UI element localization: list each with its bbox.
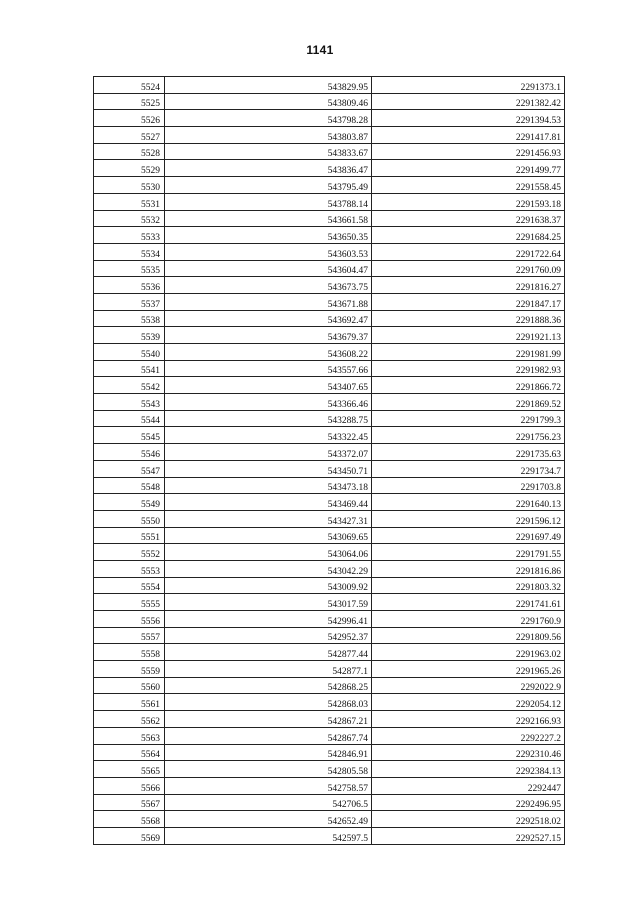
y-coordinate-cell: 2291735.63: [372, 444, 565, 461]
point-number-cell: 5552: [94, 544, 165, 561]
x-coordinate-cell: 543650.35: [165, 227, 372, 244]
x-coordinate-cell: 543469.44: [165, 494, 372, 511]
x-coordinate-cell: 543322.45: [165, 427, 372, 444]
table-row: [94, 594, 565, 611]
table-row: [94, 494, 565, 511]
x-coordinate-cell: 543679.37: [165, 327, 372, 344]
y-coordinate-cell: 2292054.12: [372, 694, 565, 711]
point-number-cell: 5539: [94, 327, 165, 344]
x-coordinate-cell: 543473.18: [165, 477, 372, 494]
table-row: [94, 694, 565, 711]
x-coordinate-cell: 542867.21: [165, 711, 372, 728]
point-number-cell: 5560: [94, 677, 165, 694]
y-coordinate-cell: 2291734.7: [372, 460, 565, 477]
point-number-cell: 5537: [94, 293, 165, 310]
table-row: [94, 677, 565, 694]
point-number-cell: 5548: [94, 477, 165, 494]
coordinates-table-body: [94, 77, 565, 845]
table-row: [94, 193, 565, 210]
x-coordinate-cell: 543788.14: [165, 193, 372, 210]
table-row: [94, 444, 565, 461]
y-coordinate-cell: 2291593.18: [372, 193, 565, 210]
x-coordinate-cell: 543069.65: [165, 527, 372, 544]
point-number-cell: 5567: [94, 794, 165, 811]
point-number-cell: 5564: [94, 744, 165, 761]
y-coordinate-cell: 2291741.61: [372, 594, 565, 611]
x-coordinate-cell: 542867.74: [165, 727, 372, 744]
y-coordinate-cell: 2292022.9: [372, 677, 565, 694]
point-number-cell: 5535: [94, 260, 165, 277]
x-coordinate-cell: 543798.28: [165, 110, 372, 127]
y-coordinate-cell: 2291394.53: [372, 110, 565, 127]
x-coordinate-cell: 542597.5: [165, 827, 372, 844]
table-row: [94, 744, 565, 761]
point-number-cell: 5557: [94, 627, 165, 644]
x-coordinate-cell: 542868.25: [165, 677, 372, 694]
x-coordinate-cell: 543009.92: [165, 577, 372, 594]
x-coordinate-cell: 543064.06: [165, 544, 372, 561]
y-coordinate-cell: 2291596.12: [372, 510, 565, 527]
x-coordinate-cell: 543042.29: [165, 560, 372, 577]
x-coordinate-cell: 542846.91: [165, 744, 372, 761]
table-row: [94, 410, 565, 427]
x-coordinate-cell: 543833.67: [165, 143, 372, 160]
table-row: [94, 460, 565, 477]
table-row: [94, 377, 565, 394]
x-coordinate-cell: 543603.53: [165, 243, 372, 260]
table-row: [94, 110, 565, 127]
point-number-cell: 5542: [94, 377, 165, 394]
x-coordinate-cell: 543017.59: [165, 594, 372, 611]
point-number-cell: 5529: [94, 160, 165, 177]
point-number-cell: 5547: [94, 460, 165, 477]
point-number-cell: 5534: [94, 243, 165, 260]
table-row: [94, 777, 565, 794]
y-coordinate-cell: 2291417.81: [372, 127, 565, 144]
x-coordinate-cell: 543557.66: [165, 360, 372, 377]
y-coordinate-cell: 2291760.09: [372, 260, 565, 277]
x-coordinate-cell: 543809.46: [165, 93, 372, 110]
table-row: [94, 527, 565, 544]
table-row: [94, 327, 565, 344]
y-coordinate-cell: 2291697.49: [372, 527, 565, 544]
y-coordinate-cell: 2291499.77: [372, 160, 565, 177]
x-coordinate-cell: 542877.44: [165, 644, 372, 661]
table-row: [94, 93, 565, 110]
table-row: [94, 260, 565, 277]
y-coordinate-cell: 2291963.02: [372, 644, 565, 661]
table-row: [94, 544, 565, 561]
y-coordinate-cell: 2291866.72: [372, 377, 565, 394]
y-coordinate-cell: 2291722.64: [372, 243, 565, 260]
y-coordinate-cell: 2291982.93: [372, 360, 565, 377]
y-coordinate-cell: 2291921.13: [372, 327, 565, 344]
y-coordinate-cell: 2291684.25: [372, 227, 565, 244]
table-row: [94, 77, 565, 94]
table-row: [94, 243, 565, 260]
point-number-cell: 5540: [94, 344, 165, 361]
y-coordinate-cell: 2291558.45: [372, 177, 565, 194]
y-coordinate-cell: 2292447: [372, 777, 565, 794]
x-coordinate-cell: 543836.47: [165, 160, 372, 177]
y-coordinate-cell: 2292496.95: [372, 794, 565, 811]
table-row: [94, 811, 565, 828]
table-row: [94, 510, 565, 527]
x-coordinate-cell: 542706.5: [165, 794, 372, 811]
point-number-cell: 5556: [94, 611, 165, 628]
x-coordinate-cell: 543366.46: [165, 394, 372, 411]
x-coordinate-cell: 543829.95: [165, 77, 372, 94]
table-row: [94, 227, 565, 244]
table-row: [94, 727, 565, 744]
y-coordinate-cell: 2291888.36: [372, 310, 565, 327]
x-coordinate-cell: 542996.41: [165, 611, 372, 628]
point-number-cell: 5551: [94, 527, 165, 544]
point-number-cell: 5546: [94, 444, 165, 461]
point-number-cell: 5541: [94, 360, 165, 377]
y-coordinate-cell: 2291456.93: [372, 143, 565, 160]
point-number-cell: 5553: [94, 560, 165, 577]
y-coordinate-cell: 2291382.42: [372, 93, 565, 110]
x-coordinate-cell: 542868.03: [165, 694, 372, 711]
point-number-cell: 5538: [94, 310, 165, 327]
table-row: [94, 293, 565, 310]
point-number-cell: 5531: [94, 193, 165, 210]
y-coordinate-cell: 2291373.1: [372, 77, 565, 94]
table-row: [94, 577, 565, 594]
table-row: [94, 143, 565, 160]
point-number-cell: 5530: [94, 177, 165, 194]
table-row: [94, 560, 565, 577]
table-row: [94, 210, 565, 227]
table-row: [94, 310, 565, 327]
table-row: [94, 394, 565, 411]
y-coordinate-cell: 2292227.2: [372, 727, 565, 744]
x-coordinate-cell: 543372.07: [165, 444, 372, 461]
y-coordinate-cell: 2291965.26: [372, 661, 565, 678]
y-coordinate-cell: 2291803.32: [372, 577, 565, 594]
table-row: [94, 711, 565, 728]
y-coordinate-cell: 2291760.9: [372, 611, 565, 628]
x-coordinate-cell: 543608.22: [165, 344, 372, 361]
table-row: [94, 344, 565, 361]
point-number-cell: 5550: [94, 510, 165, 527]
y-coordinate-cell: 2292518.02: [372, 811, 565, 828]
x-coordinate-cell: 543692.47: [165, 310, 372, 327]
point-number-cell: 5558: [94, 644, 165, 661]
y-coordinate-cell: 2291638.37: [372, 210, 565, 227]
table-row: [94, 177, 565, 194]
table-row: [94, 661, 565, 678]
point-number-cell: 5524: [94, 77, 165, 94]
y-coordinate-cell: 2292384.13: [372, 761, 565, 778]
y-coordinate-cell: 2291703.8: [372, 477, 565, 494]
point-number-cell: 5563: [94, 727, 165, 744]
x-coordinate-cell: 543450.71: [165, 460, 372, 477]
x-coordinate-cell: 543671.88: [165, 293, 372, 310]
table-row: [94, 611, 565, 628]
y-coordinate-cell: 2291816.86: [372, 560, 565, 577]
table-row: [94, 627, 565, 644]
table-row: [94, 427, 565, 444]
point-number-cell: 5561: [94, 694, 165, 711]
table-row: [94, 827, 565, 844]
y-coordinate-cell: 2292310.46: [372, 744, 565, 761]
x-coordinate-cell: 543661.58: [165, 210, 372, 227]
point-number-cell: 5533: [94, 227, 165, 244]
point-number-cell: 5528: [94, 143, 165, 160]
point-number-cell: 5526: [94, 110, 165, 127]
point-number-cell: 5543: [94, 394, 165, 411]
point-number-cell: 5559: [94, 661, 165, 678]
point-number-cell: 5554: [94, 577, 165, 594]
x-coordinate-cell: 542758.57: [165, 777, 372, 794]
point-number-cell: 5525: [94, 93, 165, 110]
x-coordinate-cell: 543795.49: [165, 177, 372, 194]
y-coordinate-cell: 2291847.17: [372, 293, 565, 310]
x-coordinate-cell: 542877.1: [165, 661, 372, 678]
point-number-cell: 5555: [94, 594, 165, 611]
y-coordinate-cell: 2291816.27: [372, 277, 565, 294]
table-row: [94, 644, 565, 661]
point-number-cell: 5566: [94, 777, 165, 794]
point-number-cell: 5562: [94, 711, 165, 728]
x-coordinate-cell: 543407.65: [165, 377, 372, 394]
point-number-cell: 5568: [94, 811, 165, 828]
point-number-cell: 5527: [94, 127, 165, 144]
point-number-cell: 5544: [94, 410, 165, 427]
y-coordinate-cell: 2291756.23: [372, 427, 565, 444]
y-coordinate-cell: 2292527.15: [372, 827, 565, 844]
x-coordinate-cell: 543803.87: [165, 127, 372, 144]
y-coordinate-cell: 2292166.93: [372, 711, 565, 728]
point-number-cell: 5536: [94, 277, 165, 294]
x-coordinate-cell: 543288.75: [165, 410, 372, 427]
x-coordinate-cell: 543673.75: [165, 277, 372, 294]
page-number: 1141: [306, 43, 334, 57]
point-number-cell: 5549: [94, 494, 165, 511]
coordinates-table: [93, 76, 565, 845]
y-coordinate-cell: 2291640.13: [372, 494, 565, 511]
point-number-cell: 5545: [94, 427, 165, 444]
table-row: [94, 277, 565, 294]
y-coordinate-cell: 2291869.52: [372, 394, 565, 411]
table-row: [94, 477, 565, 494]
table-row: [94, 127, 565, 144]
y-coordinate-cell: 2291981.99: [372, 344, 565, 361]
x-coordinate-cell: 542652.49: [165, 811, 372, 828]
point-number-cell: 5569: [94, 827, 165, 844]
y-coordinate-cell: 2291799.3: [372, 410, 565, 427]
table-row: [94, 160, 565, 177]
x-coordinate-cell: 543604.47: [165, 260, 372, 277]
x-coordinate-cell: 543427.31: [165, 510, 372, 527]
x-coordinate-cell: 542952.37: [165, 627, 372, 644]
point-number-cell: 5565: [94, 761, 165, 778]
table-row: [94, 360, 565, 377]
table-row: [94, 794, 565, 811]
x-coordinate-cell: 542805.58: [165, 761, 372, 778]
y-coordinate-cell: 2291809.56: [372, 627, 565, 644]
point-number-cell: 5532: [94, 210, 165, 227]
y-coordinate-cell: 2291791.55: [372, 544, 565, 561]
table-row: [94, 761, 565, 778]
